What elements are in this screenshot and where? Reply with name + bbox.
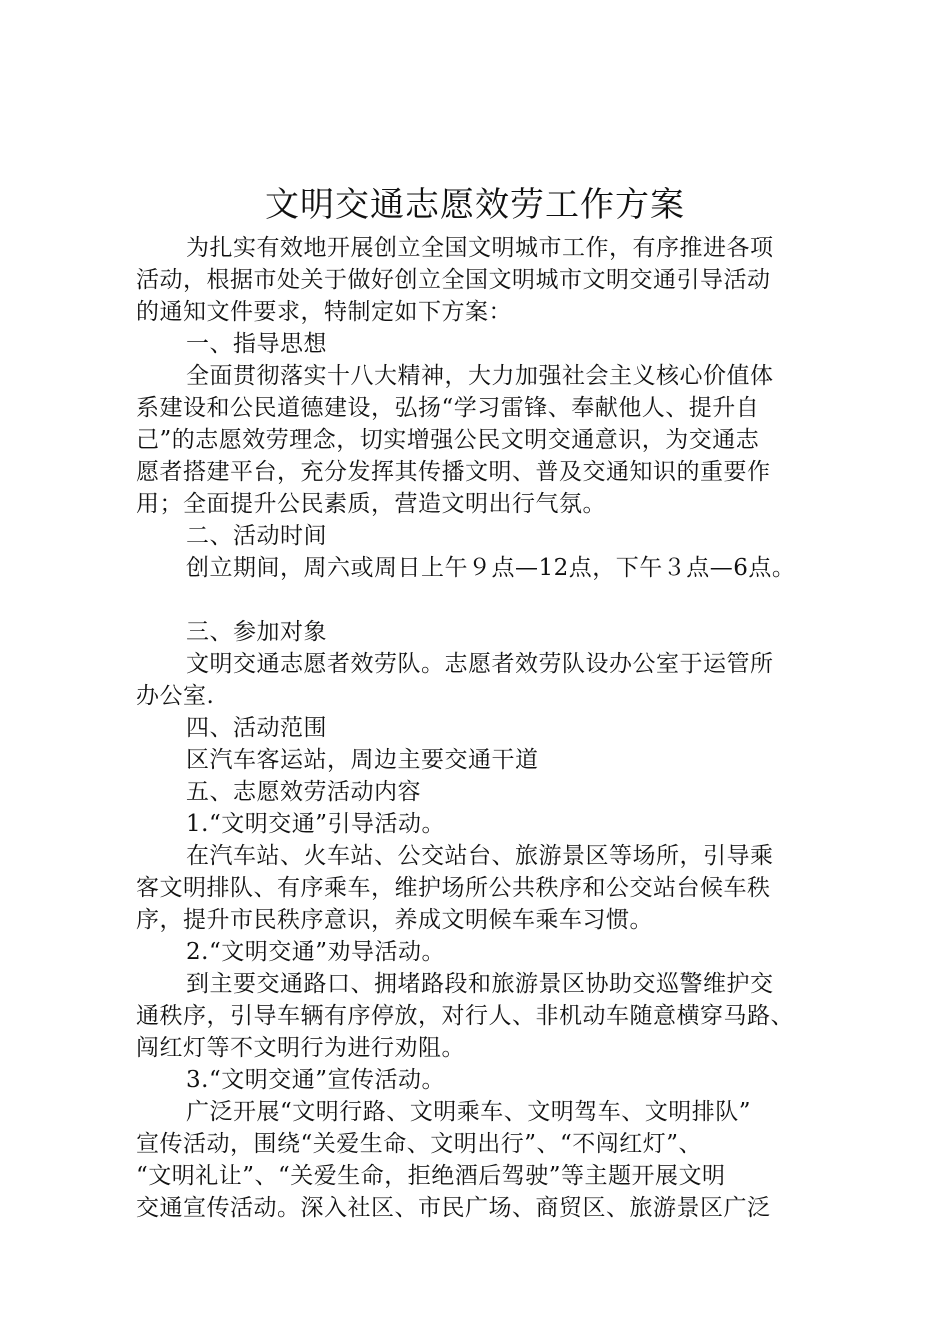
paragraph-line: 活动，根据市处关于做好创立全国文明城市文明交通引导活动: [136, 267, 771, 293]
paragraph-line: “文明礼让”、“关爱生命，拒绝酒后驾驶”等主题开展文明: [136, 1163, 726, 1189]
paragraph-line: 创立期间，周六或周日上午９点—12点，下午３点—6点。: [186, 555, 796, 581]
paragraph-line: 的通知文件要求，特制定如下方案：: [136, 299, 512, 325]
document-title: 文明交通志愿效劳工作方案: [265, 185, 685, 225]
paragraph-line: 客文明排队、有序乘车，维护场所公共秩序和公交站台候车秩: [136, 875, 771, 901]
paragraph-line: 到主要交通路口、拥堵路段和旅游景区协助交巡警维护交: [186, 971, 774, 997]
paragraph-line: 序，提升市民秩序意识，养成文明候车乘车习惯。: [136, 907, 653, 933]
subsection-heading: 1.“文明交通”引导活动。: [186, 811, 445, 837]
section-heading: 五、志愿效劳活动内容: [186, 779, 421, 805]
paragraph-line: 通秩序，引导车辆有序停放，对行人、非机动车随意横穿马路、: [136, 1003, 794, 1029]
paragraph-line: 办公室.: [136, 683, 215, 709]
section-heading: 四、活动范围: [186, 715, 327, 741]
paragraph-line: 己”的志愿效劳理念，切实增强公民文明交通意识，为交通志: [136, 427, 760, 453]
paragraph-line: 闯红灯等不文明行为进行劝阻。: [136, 1035, 465, 1061]
paragraph-line: 系建设和公民道德建设，弘扬“学习雷锋、奉献他人、提升自: [136, 395, 760, 421]
paragraph-line: 在汽车站、火车站、公交站台、旅游景区等场所，引导乘: [186, 843, 774, 869]
paragraph-line: 文明交通志愿者效劳队。志愿者效劳队设办公室于运管所: [186, 651, 774, 677]
paragraph-line: 全面贯彻落实十八大精神，大力加强社会主义核心价值体: [186, 363, 774, 389]
paragraph-line: 宣传活动，围绕“关爱生命、文明出行”、“不闯红灯”、: [136, 1131, 703, 1157]
paragraph-line: 广泛开展“文明行路、文明乘车、文明驾车、文明排队”: [186, 1099, 752, 1125]
paragraph-line: 区汽车客运站，周边主要交通干道: [186, 747, 539, 773]
paragraph-line: 用；全面提升公民素质，营造文明出行气氛。: [136, 491, 606, 517]
paragraph-line: 为扎实有效地开展创立全国文明城市工作，有序推进各项: [186, 235, 774, 261]
paragraph-line: 愿者搭建平台，充分发挥其传播文明、普及交通知识的重要作: [136, 459, 771, 485]
section-heading: 二、活动时间: [186, 523, 327, 549]
document-body: [136, 232, 826, 1224]
paragraph-line: 交通宣传活动。深入社区、市民广场、商贸区、旅游景区广泛: [136, 1195, 771, 1221]
section-heading: 一、指导思想: [186, 331, 327, 357]
subsection-heading: 3.“文明交通”宣传活动。: [186, 1067, 445, 1093]
subsection-heading: 2.“文明交通”劝导活动。: [186, 939, 445, 965]
blank-line: [136, 584, 826, 616]
section-heading: 三、参加对象: [186, 619, 327, 645]
